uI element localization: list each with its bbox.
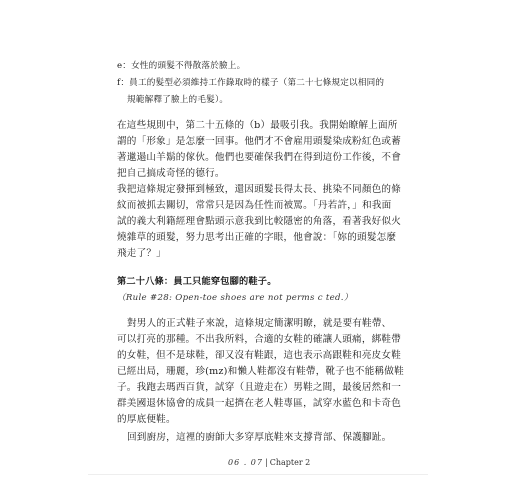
paragraph-line: 紋而被抓去關切，常常只是因為任性而被罵。「丹若許，」和我面 — [117, 200, 392, 211]
paragraph-line: 試的義大利籍經理會點頭示意我到比較隱密的角落，看著我好似火 — [117, 216, 402, 227]
paragraph-line: 群美國退休協會的成員一起擠在老人鞋專區，試穿水藍色和卡奇色 — [117, 398, 402, 409]
rule-item-f-continued: 規範解釋了臉上的毛髮）。 — [127, 95, 229, 105]
page-number: 06 . 07 — [228, 458, 263, 467]
page-footer — [228, 458, 310, 467]
paragraph-line: 回到廚房，這裡的廚師大多穿厚底鞋來支撐背部、保護腳趾。 — [127, 432, 392, 443]
chapter-label: Chapter 2 — [269, 458, 311, 467]
paragraph-line: 對男人的正式鞋子來說，這條規定簡潔明瞭，就是要有鞋帶、 — [127, 318, 392, 329]
rule-item-e: e：女性的頭髮不得散落於臉上。 — [117, 61, 246, 71]
paragraph-line: 把自己搞成奇怪的德行。 — [117, 168, 225, 179]
paragraph-line: 謂的「形象」是怎麼一回事。他們才不會雇用頭髮染成粉紅色或蓄 — [117, 136, 402, 147]
paragraph-line: 已經出局，珊麗，珍(mz)和懶人鞋都沒有鞋帶，靴子也不能稱做鞋 — [117, 366, 404, 377]
footer-separator: | — [265, 458, 268, 467]
paragraph-line: 可以打亮的那種。不出我所料，合適的女鞋的確讓人頭痛，綁鞋帶 — [117, 334, 402, 345]
section-subtitle: （Rule #28: Open-toe shoes are not perms c ted.） — [117, 293, 353, 303]
paragraph-line: 燒雜草的頭髮，努力思考出正確的字眼，他會說：「妳的頭髮怎麼 — [117, 232, 397, 243]
rule-item-f: f：員工的髮型必須維持工作錄取時的樣子（第二十七條規定以相同的 — [117, 78, 385, 88]
paragraph-line: 飛走了？」 — [117, 248, 166, 259]
paragraph-line: 著邋遢山羊鬍的傢伙。他們也要確保我們在得到這份工作後，不會 — [117, 152, 402, 163]
page-edge-divider — [88, 474, 428, 475]
paragraph-line: 的厚底便鞋。 — [117, 414, 176, 425]
paragraph-line: 的女鞋，但不是球鞋，卻又沒有鞋跟，這也表示高跟鞋和亮皮女鞋 — [117, 350, 402, 361]
paragraph-line: 子。我跑去瑪西百貨，試穿（且遊走在）男鞋之間，最後居然和一 — [117, 382, 402, 393]
paragraph-line: 在這些規則中，第二十五條的（b）最吸引我。我開始瞭解上面所 — [117, 120, 398, 131]
section-heading: 第二十八條：員工只能穿包腳的鞋子。 — [117, 276, 277, 287]
paragraph-line: 我把這條規定發揮到極致，還因頭髮長得太長、挑染不同顏色的條 — [117, 184, 402, 195]
